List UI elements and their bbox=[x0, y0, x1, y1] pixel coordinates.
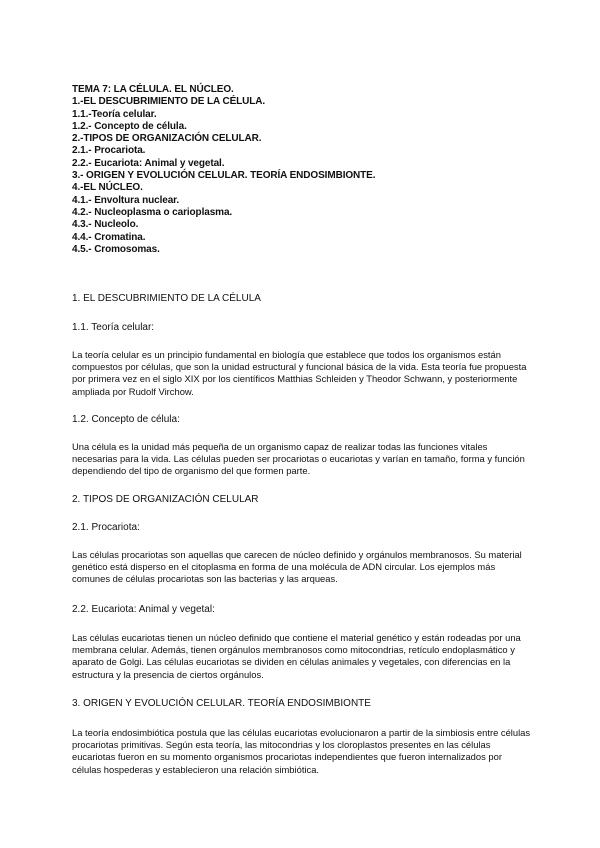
paragraph-2-2 bbox=[72, 632, 532, 681]
toc-item: 4.4.- Cromatina. bbox=[72, 231, 146, 243]
toc-item: 4.3.- Nucleolo. bbox=[72, 219, 139, 231]
section-2 bbox=[72, 493, 532, 506]
paragraph: La teoría celular es un principio fundamental en biología que establece que todos los organismos están compuestos por células, que son la unidad estructural y funcional básica de la vida. Esta teoría fue propuesta por primera vez en el siglo XIX por los científicos Matthias Schleiden y Theodor Schwann, y posteriormente ampliada por Rudolf Virchow. bbox=[72, 349, 527, 397]
subsection-1-2 bbox=[72, 413, 532, 426]
paragraph-1-2 bbox=[72, 441, 532, 478]
paragraph: Una célula es la unidad más pequeña de un organismo capaz de realizar todas las funciones vitales necesarias para la vida. Las células pueden ser procariotas o eucariotas y varían en tamaño, forma y función dependiendo del tipo de organismo del que formen parte. bbox=[72, 441, 525, 477]
subsection-heading: 2.1. Procariota: bbox=[72, 522, 140, 533]
toc-item: 4.-EL NÚCLEO. bbox=[72, 182, 143, 194]
section-heading: 2. TIPOS DE ORGANIZACIÓN CELULAR bbox=[72, 494, 259, 505]
subsection-heading: 1.2. Concepto de célula: bbox=[72, 414, 180, 425]
toc-item: 3.- ORIGEN Y EVOLUCIÓN CELULAR. TEORÍA ENDOSIMBIONTE. bbox=[72, 170, 376, 182]
paragraph-2-1 bbox=[72, 549, 532, 586]
toc-item: 2.1.- Procariota. bbox=[72, 145, 146, 157]
section-heading: 3. ORIGEN Y EVOLUCIÓN CELULAR. TEORÍA ENDOSIMBIONTE bbox=[72, 698, 371, 709]
section-3 bbox=[72, 697, 532, 710]
paragraph: La teoría endosimbiótica postula que las células eucariotas evolucionaron a partir de la simbiosis entre células procariotas primitivas. Según esta teoría, las mitocondrias y los cloroplastos presentes en las células eucariotas fueron en su momento organismos procariotas independientes que fueron internalizados por células hospederas y establecieron una relación simbiótica. bbox=[72, 727, 531, 775]
toc-item: 1.-EL DESCUBRIMIENTO DE LA CÉLULA. bbox=[72, 96, 266, 108]
table-of-contents bbox=[72, 84, 532, 256]
subsection-2-1 bbox=[72, 521, 532, 534]
toc-item: 4.5.- Cromosomas. bbox=[72, 243, 160, 255]
toc-title: TEMA 7: LA CÉLULA. EL NÚCLEO. bbox=[72, 84, 234, 95]
toc-item: 4.2.- Nucleoplasma o carioplasma. bbox=[72, 206, 233, 218]
toc-item: 2.2.- Eucariota: Animal y vegetal. bbox=[72, 157, 225, 169]
section-1 bbox=[72, 292, 532, 305]
paragraph-1-1 bbox=[72, 349, 532, 398]
subsection-heading: 2.2. Eucariota: Animal y vegetal: bbox=[72, 604, 215, 615]
toc-item: 1.2.- Concepto de célula. bbox=[72, 120, 187, 132]
toc-item: 4.1.- Envoltura nuclear. bbox=[72, 194, 180, 206]
paragraph-3 bbox=[72, 727, 532, 776]
paragraph: Las células eucariotas tienen un núcleo definido que contiene el material genético y están rodeadas por una membrana celular. Además, tienen orgánulos membranosos como mitocondrias, retículo endoplasmático y aparato de Golgi. Las células eucariotas se dividen en células animales y vegetales, con diferencias en la estructura y la presencia de ciertos orgánulos. bbox=[72, 632, 521, 680]
section-heading: 1. EL DESCUBRIMIENTO DE LA CÉLULA bbox=[72, 293, 261, 304]
paragraph: Las células procariotas son aquellas que carecen de núcleo definido y orgánulos membranosos. Su material genético está disperso en el citoplasma en forma de una molécula de ADN circular. Los ejemplos más comunes de células procariotas son las bacterias y las arqueas. bbox=[72, 549, 522, 585]
subsection-1-1 bbox=[72, 321, 532, 334]
subsection-2-2 bbox=[72, 603, 532, 616]
toc-item: 1.1.-Teoría celular. bbox=[72, 108, 157, 120]
subsection-heading: 1.1. Teoría celular: bbox=[72, 322, 155, 333]
toc-item: 2.-TIPOS DE ORGANIZACIÓN CELULAR. bbox=[72, 133, 262, 145]
